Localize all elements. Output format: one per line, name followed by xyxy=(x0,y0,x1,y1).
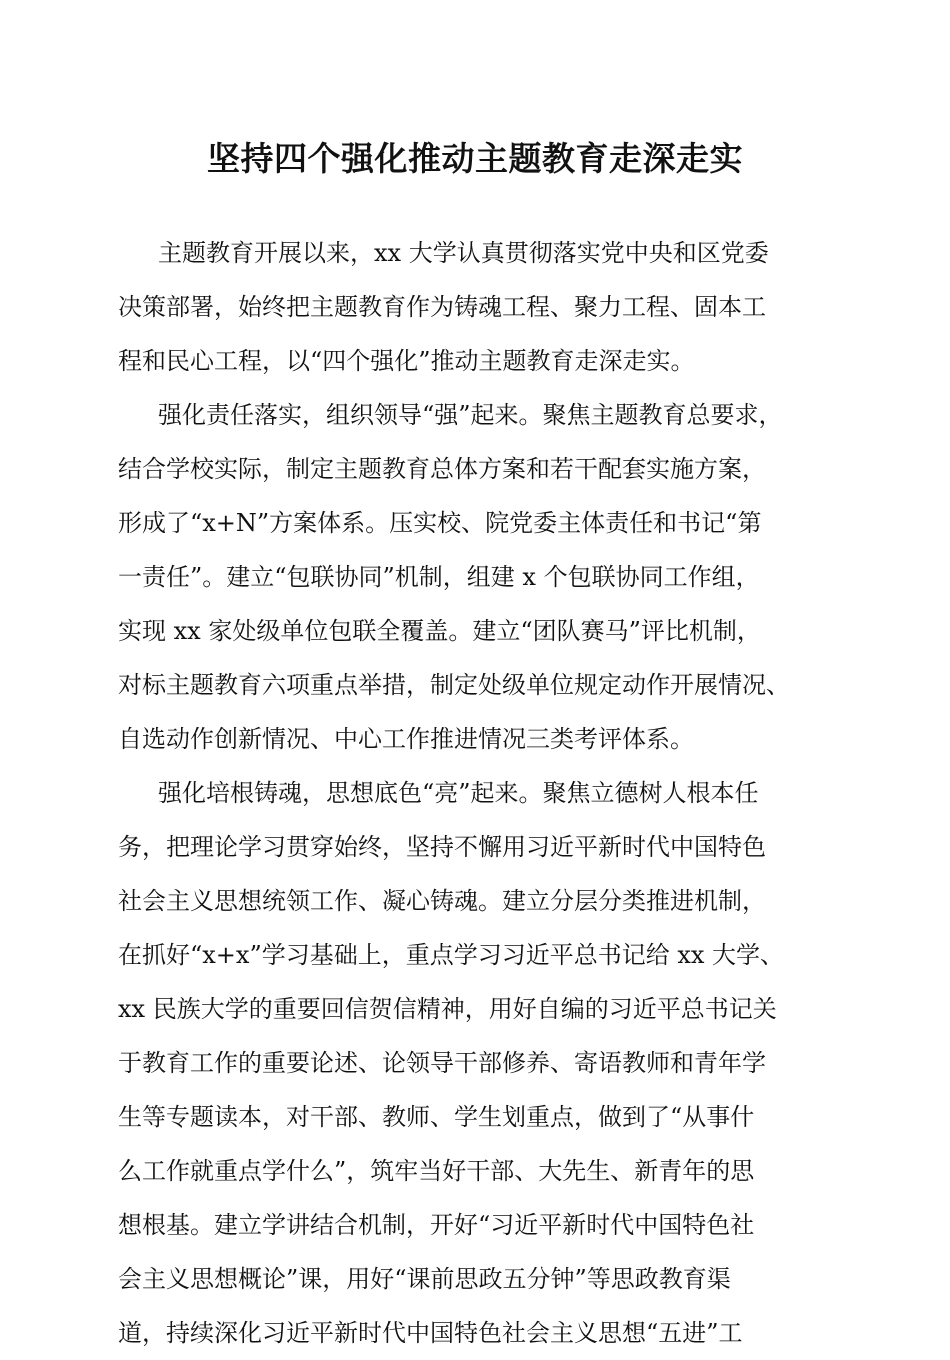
text-line: 形成了“x+N”方案体系。压实校、院党委主体责任和书记“第 xyxy=(118,509,762,537)
text-line: 实现 xx 家处级单位包联全覆盖。建立“团队赛马”评比机制， xyxy=(118,617,761,645)
text-line: 社会主义思想统领工作、凝心铸魂。建立分层分类推进机制， xyxy=(118,887,766,915)
text-line: 于教育工作的重要论述、论领导干部修养、寄语教师和青年学 xyxy=(118,1049,766,1077)
text-line: 自选动作创新情况、中心工作推进情况三类考评体系。 xyxy=(118,725,694,753)
text-line: 决策部署，始终把主题教育作为铸魂工程、聚力工程、固本工 xyxy=(118,293,766,321)
text-line: 对标主题教育六项重点举措，制定处级单位规定动作开展情况、 xyxy=(118,671,790,699)
text-line: 会主义思想概论”课，用好“课前思政五分钟”等思政教育渠 xyxy=(118,1265,731,1293)
text-line: xx 民族大学的重要回信贺信精神，用好自编的习近平总书记关 xyxy=(118,995,777,1023)
text-line: 道，持续深化习近平新时代中国特色社会主义思想“五进”工 xyxy=(118,1319,743,1347)
text-line: 强化责任落实，组织领导“强”起来。聚焦主题教育总要求， xyxy=(158,401,783,429)
text-line: 么工作就重点学什么”，筑牢当好干部、大先生、新青年的思 xyxy=(118,1157,755,1185)
text-line: 想根基。建立学讲结合机制，开好“习近平新时代中国特色社 xyxy=(118,1211,755,1239)
document-title: 坚持四个强化推动主题教育走深走实 xyxy=(207,139,743,178)
text-line: 程和民心工程，以“四个强化”推动主题教育走深走实。 xyxy=(118,347,695,375)
text-line: 强化培根铸魂，思想底色“亮”起来。聚焦立德树人根本任 xyxy=(158,779,759,807)
document-body xyxy=(118,226,838,1360)
text-line: 结合学校实际，制定主题教育总体方案和若干配套实施方案， xyxy=(118,455,766,483)
text-line: 一责任”。建立“包联协同”机制，组建 x 个包联协同工作组， xyxy=(118,563,760,591)
text-line: 生等专题读本，对干部、教师、学生划重点，做到了“从事什 xyxy=(118,1103,755,1131)
text-line: 务，把理论学习贯穿始终，坚持不懈用习近平新时代中国特色 xyxy=(118,833,766,861)
text-line: 主题教育开展以来，xx 大学认真贯彻落实党中央和区党委 xyxy=(158,239,769,267)
text-line: 在抓好“x+x”学习基础上，重点学习习近平总书记给 xx 大学、 xyxy=(118,941,785,969)
